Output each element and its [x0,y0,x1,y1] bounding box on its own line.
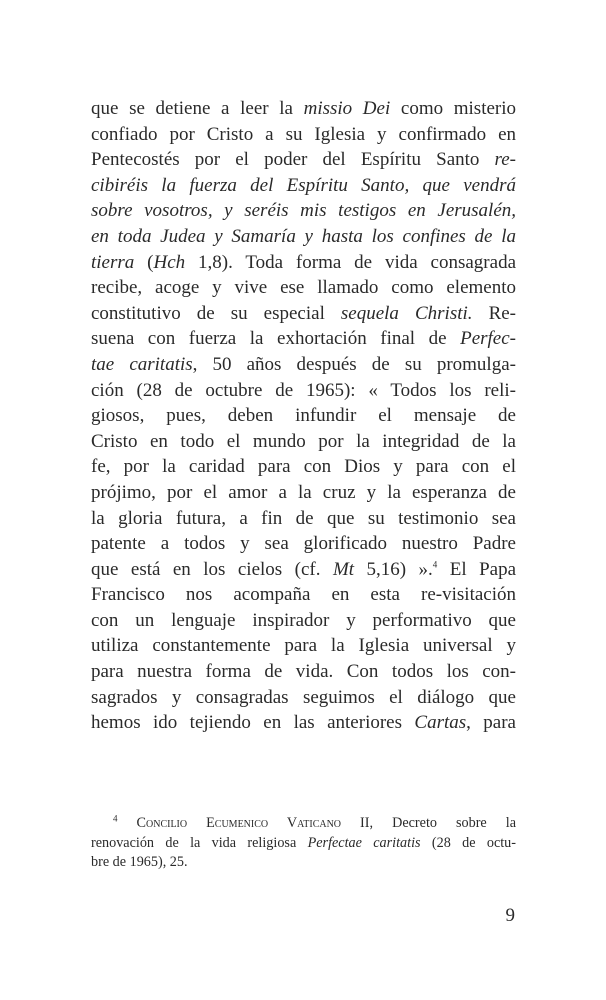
text-run: hemos ido tejiendo en las anteriores [91,712,415,734]
italic-text-run: cibiréis la fuerza del Espíritu Santo, que vendrá [91,174,516,196]
footnote [91,814,516,873]
text-run: utiliza constantemente para la Iglesia universal y [91,635,516,657]
text-run: la gloria futura, a fin de que su testimonio sea [91,507,516,529]
text-run: constitutivo de su especial [91,302,341,324]
small-caps-text-run: Concilio Ecumenico Vaticano [136,815,342,831]
text-run: recibe, acoge y vive ese llamado como elemento [91,277,516,299]
text-run: Francisco nos acompaña en esta re-visitación [91,584,516,606]
footnote-line [91,834,516,854]
text-run: Cristo en todo el mundo por la integridad de la [91,430,516,452]
text-run: , para [466,712,516,734]
text-line [91,633,516,659]
italic-text-run: Cartas [414,712,467,734]
text-line [91,301,516,327]
text-line [91,378,516,404]
body-text [91,96,516,736]
text-line [91,275,516,301]
italic-text-run: re- [494,149,516,171]
text-line [91,250,516,276]
text-run: Re- [472,302,517,324]
text-run: II, Decreto sobre la [341,815,516,831]
text-line [91,506,516,532]
text-run: bre de 1965), 25. [91,854,188,870]
text-line [91,96,516,122]
text-run: para nuestra forma de vida. Con todos los con- [91,661,516,683]
text-run: 1,8). Toda forma de vida consagrada [185,251,516,273]
text-run: , 50 años después de su promulga- [192,353,516,375]
text-run: suena con fuerza la exhortación final de [91,328,461,350]
text-line [91,608,516,634]
italic-text-run: Mt [332,558,355,580]
italic-text-run: sequela Christi. [340,302,473,324]
text-run: patente a todos y sea glorificado nuestro Padre [91,533,516,555]
text-run: sagrados y consagradas seguimos el diálogo que [91,686,516,708]
text-line [91,710,516,736]
text-run: (28 de octu- [420,834,516,851]
text-line [91,685,516,711]
footnote-line [91,853,516,873]
italic-text-run: sobre vosotros, y seréis mis testigos en Jerusalén, [91,200,516,222]
text-run: 5,16) ». [354,558,433,580]
text-run: prójimo, por el amor a la cruz y la esperanza de [91,481,516,503]
text-line [91,582,516,608]
text-line [91,147,516,173]
text-run: El Papa [437,558,516,580]
italic-text-run: Perfec- [460,328,516,350]
footnote-reference: 4 [432,559,438,570]
italic-text-run: tierra [91,251,135,273]
italic-text-run: tae caritatis [91,353,193,375]
italic-text-run: en toda Judea y Samaría y hasta los confines de la [91,225,516,247]
text-line [91,557,516,583]
text-run [118,815,137,831]
text-line [91,531,516,557]
text-run: ción (28 de octubre de 1965): « Todos los reli- [91,379,516,401]
text-line [91,480,516,506]
text-run: ( [134,251,154,273]
text-line [91,429,516,455]
text-run: como misterio [390,98,517,119]
text-run: renovación de la vida religiosa [91,834,308,851]
italic-text-run: Perfectae caritatis [307,834,421,851]
italic-text-run: Hch [153,251,186,273]
text-run: que se detiene a leer la [91,98,304,119]
text-run: que está en los cielos (cf. [91,558,333,580]
text-line [91,659,516,685]
text-line [91,198,516,224]
text-run: Pentecostés por el poder del Espíritu Santo [91,149,495,171]
footnote-line [91,814,516,834]
text-line [91,122,516,148]
text-line [91,352,516,378]
text-line [91,403,516,429]
text-run: fe, por la caridad para con Dios y para con el [91,456,516,478]
text-line [91,173,516,199]
text-line [91,454,516,480]
footnote-reference: 4 [113,813,118,824]
text-line [91,326,516,352]
text-line [91,224,516,250]
text-run: confiado por Cristo a su Iglesia y confirmado en [91,123,516,145]
text-run: giosos, pues, deben infundir el mensaje de [91,405,516,427]
italic-text-run: missio Dei [303,98,391,119]
text-run: con un lenguaje inspirador y performativo que [91,609,516,631]
page-number: 9 [505,905,515,926]
